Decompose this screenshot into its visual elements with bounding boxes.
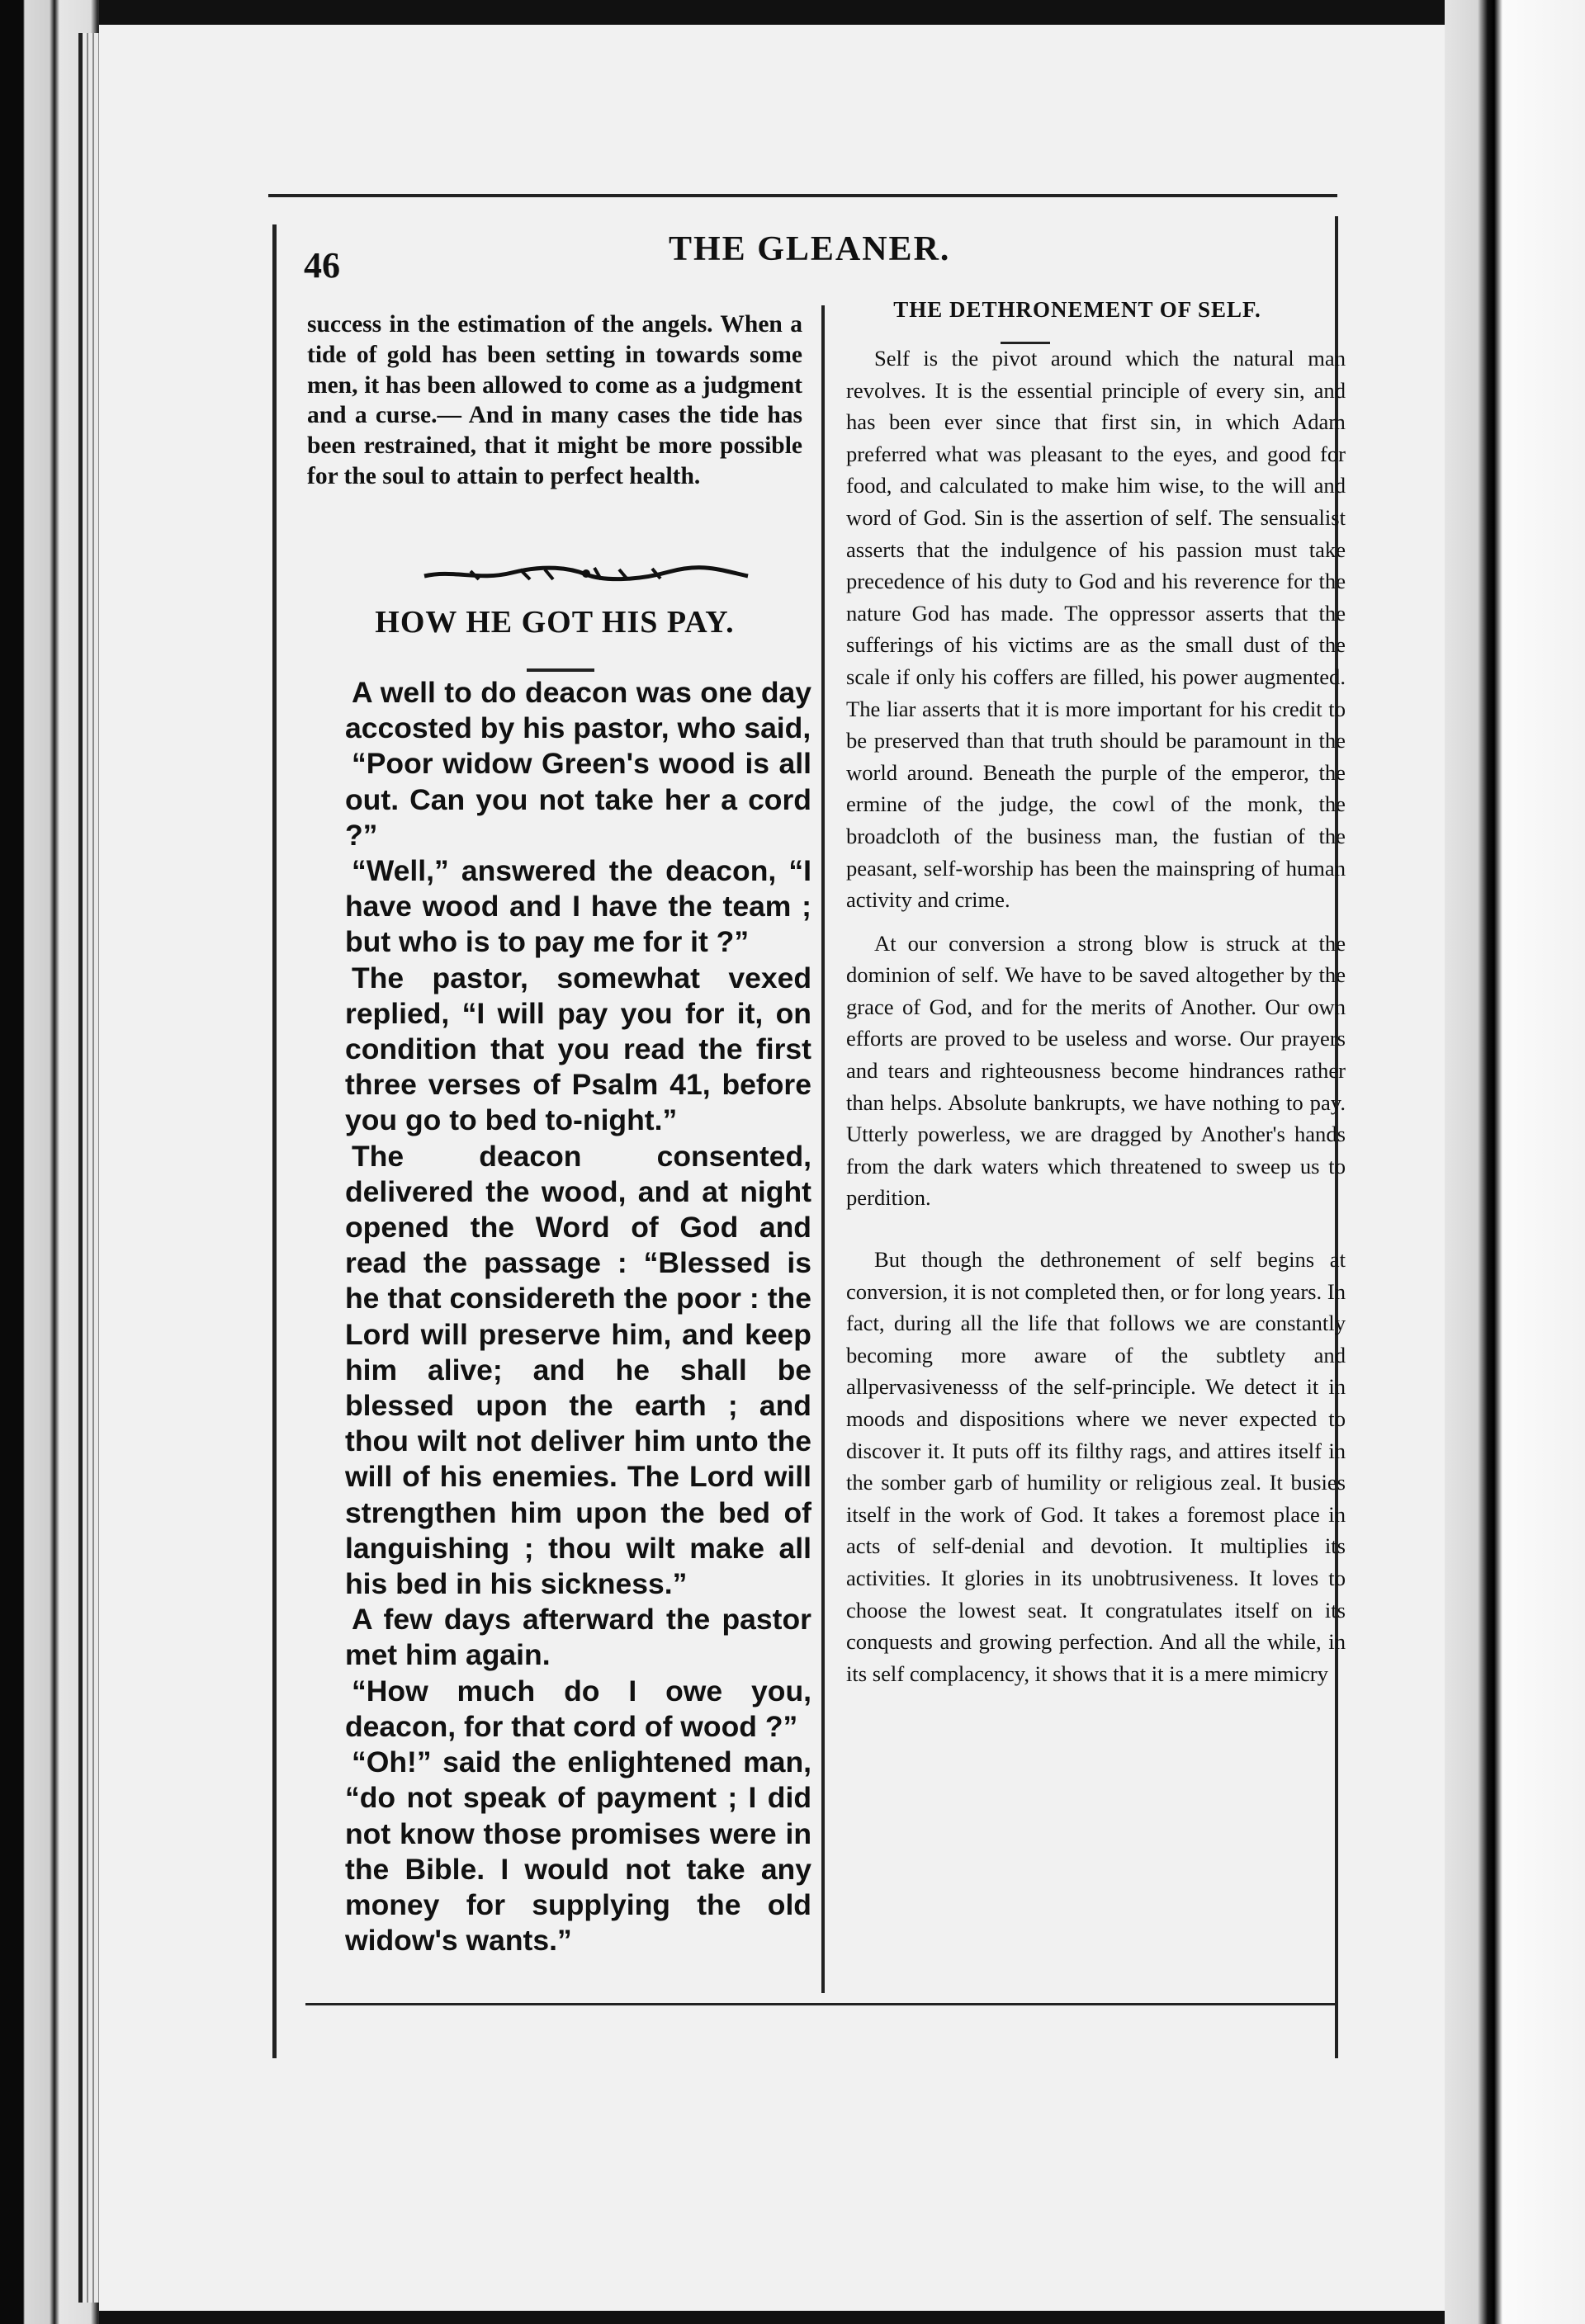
scan-right-margin: [1445, 0, 1585, 2324]
story-paragraph: The deacon consented, delivered the wood, and at night opened the Word of God and read the passage : “Blessed is he that considereth the poor : the Lord will preserve him, and keep him alive; and he shall be blessed upon the earth ; and thou wilt not deliver him unto the will of his enemies. The Lord will strengthen him upon the bed of languishing ; thou wilt make all his bed in his sickness.”: [345, 1139, 811, 1601]
column-divider: [821, 305, 825, 1993]
story-paragraph: A well to do deacon was one day accosted by his pastor, who said,: [345, 676, 811, 745]
story-body: [345, 675, 811, 1958]
page-number: 46: [304, 245, 340, 286]
essay-paragraph: Self is the pivot around which the natural man revolves. It is the essential principle of every sin, and has been ever since that first sin, in which Adam preferred what was pleasant to the eyes, and good for food, and calculated to make him wise, to the will and word of God. Sin is the assertion of self. The sensualist asserts that the indulgence of his passion must take precedence of his duty to God and his reverence for the nature God has made. The oppressor asserts that the sufferings of his victims are as the small dust of the scale if only his coffers are filled, his power augmented. The liar asserts that it is more important for his credit to be preserved than that truth should be paramount in the world around. Beneath the purple of the emperor, the ermine of the judge, the cowl of the monk, the broadcloth of the business man, the fustian of the peasant, self-worship has been the mainspring of human activity and crime.: [846, 346, 1346, 913]
story-paragraph: “How much do I owe you, deacon, for that cord of wood ?”: [345, 1674, 811, 1743]
story-title-rule: [527, 668, 594, 672]
essay-paragraph: At our conversion a strong blow is struck at the dominion of self. We have to be saved altogether by the grace of God, and for the merits of Another. Our own efforts are proved to be useless and worse. Our prayers and tears and righteousness become hindrances rather than helps. Absolute bankrupts, we have nothing to pay. Utterly powerless, we are dragged by Another's hands from the dark waters which threatened to sweep us to perdition.: [846, 930, 1346, 1211]
ornament-divider: [421, 561, 751, 586]
story-paragraph: The pastor, somewhat vexed replied, “I will pay you for it, on condition that you read the first three verses of Psalm 41, before you go to bed to-night.”: [345, 961, 811, 1137]
story-paragraph: “Oh!” said the enlightened man, “do not speak of payment ; I did not know those promises were in the Bible. I would not take any money for supplying the old widow's wants.”: [345, 1745, 811, 1958]
top-rule: [268, 194, 1337, 197]
running-title: THE GLEANER.: [669, 230, 951, 268]
essay-body: [846, 342, 1346, 1689]
frame-left-rule: [272, 224, 277, 2058]
story-paragraph: “Poor widow Green's wood is all out. Can you not take her a cord ?”: [345, 747, 811, 852]
story-paragraph: A few days afterward the pastor met him again.: [345, 1603, 811, 1672]
essay-title: THE DETHRONEMENT OF SELF.: [893, 297, 1261, 322]
story-title: HOW HE GOT HIS PAY.: [375, 605, 735, 640]
essay-paragraph: But though the dethronement of self begins at conversion, it is not completed then, or for long years. In fact, during all the life that follows we are constantly becoming more aware of the subtlety and allpervasivenesss of the self-principle. We detect it in moods and dispositions where we never expected to discover it. It puts off its filthy rags, and attires itself in the somber garb of humility or religious zeal. It busies itself in the work of God. It takes a foremost place in acts of self-denial and devotion. It multiplies its activities. It glories in its unobtrusiveness. It loves to choose the lowest seat. It congratulates itself on its conquests and growing perfection. And all the while, in its self complacency, it shows that it is a mere mimicry: [846, 1247, 1346, 1686]
continued-paragraph: success in the estimation of the angels. When a tide of gold has been setting in towards some men, it has been allowed to come as a judgment and a curse.— And in many cases the tide has been restrained, that it might be more possible for the soul to attain to perfect health.: [307, 311, 802, 489]
bottom-rule: [305, 2003, 1337, 2005]
story-paragraph: “Well,” answered the deacon, “I have wood and I have the team ; but who is to pay me for it ?”: [345, 854, 811, 959]
